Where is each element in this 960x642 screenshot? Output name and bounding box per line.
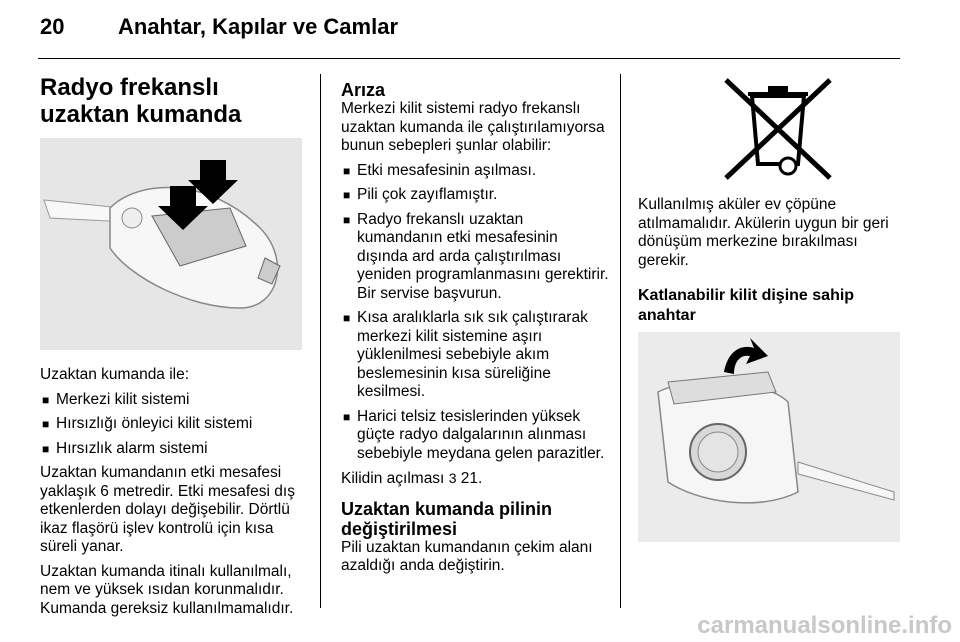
range-paragraph: Uzaktan kumandanın etki mesafesi yaklaşık 6 metredir. Etki mesafesi dış etkenlerden dolayı değişebilir. Dörtlü ikaz flaşörü işlev kontrolü için kısa süreli yanar. — [40, 464, 295, 555]
column-2 — [341, 80, 609, 582]
battery-heading: Uzaktan kumanda pilinin değiştirilmesi — [341, 498, 553, 539]
bullet-item: ■ Harici telsiz tesislerinden yüksek güçte radyo dalgalarının alınması sebebiyle meydana gelen parazitler. — [343, 407, 605, 462]
bullet-item: ■ Kısa aralıklarla sık sık çalıştırarak merkezi kilit sistemine aşırı yüklenilmesi sebebiyle akım beslemesinin kısa süreliğine kesilmesi. — [343, 309, 588, 400]
fault-heading: Arıza — [341, 80, 386, 100]
page-number: 20 — [40, 14, 65, 39]
battery-key-image — [638, 332, 900, 542]
bullet-square-icon: ■ — [42, 441, 50, 456]
weee-bin-symbol — [718, 74, 838, 184]
header-rule — [38, 58, 900, 59]
column-divider-1 — [320, 74, 321, 608]
page-header — [40, 14, 398, 40]
fault-intro: Merkezi kilit sistemi radyo frekanslı uzaktan kumanda ile çalıştırılamıyorsa bunun sebepleri şunlar olabilir: — [341, 100, 605, 154]
bullet-item: ■ Etki mesafesinin aşılması. — [343, 161, 537, 179]
bullet-square-icon: ■ — [42, 392, 50, 407]
bullet-square-icon: ■ — [343, 163, 351, 178]
bullet-square-icon: ■ — [343, 212, 351, 227]
battery-paragraph: Pili uzaktan kumandanın çekim alanı azaldığı anda değiştirin. — [341, 538, 593, 574]
disposal-paragraph: Kullanılmış aküler ev çöpüne atılmamalıdır. Akülerin uygun bir geri dönüşüm merkezine bırakılması gerekir. — [638, 196, 889, 269]
battery-replacement-illustration — [638, 332, 900, 542]
bullet-square-icon: ■ — [343, 409, 351, 424]
bullet-item: ■ Hırsızlık alarm sistemi — [42, 439, 208, 457]
bullet-item: ■ Radyo frekanslı uzaktan kumandanın etki mesafesinin dışında ard arda çalıştırılması yeniden programlanmasını gerektirir. Bir servise başvurun. — [343, 210, 609, 302]
care-paragraph: Uzaktan kumanda itinalı kullanılmalı, nem ve yüksek ısıdan korunmalıdır. Kumanda gereksiz kullanılmamalıdır. — [40, 562, 294, 617]
bullet-square-icon: ■ — [343, 311, 351, 325]
reference-arrow-icon: 3 — [448, 470, 457, 486]
bullet-square-icon: ■ — [343, 188, 351, 202]
column-divider-2 — [620, 74, 621, 608]
bullet-square-icon: ■ — [42, 417, 50, 431]
column-1 — [40, 74, 310, 624]
bullet-item: ■ Hırsızlığı önleyici kilit sistemi — [42, 415, 253, 432]
remote-key-illustration — [40, 138, 302, 350]
intro-text: Uzaktan kumanda ile: — [40, 366, 190, 383]
chapter-title: Anahtar, Kapılar ve Camlar — [118, 14, 399, 39]
foldable-key-heading: Katlanabilir kilit dişine sahip anahtar — [638, 287, 855, 324]
crossed-bin-icon — [718, 74, 838, 184]
bullet-item: ■ Merkezi kilit sistemi — [42, 390, 190, 408]
remote-key-image — [40, 138, 302, 350]
column-3 — [638, 74, 902, 542]
bullet-item: ■ Pili çok zayıflamıştır. — [343, 186, 498, 203]
watermark: carmanualsonline.info — [697, 612, 952, 639]
section-heading: Radyo frekanslı uzaktan kumanda — [40, 74, 242, 128]
cross-reference[interactable]: Kilidin açılması 3 21. — [341, 470, 483, 487]
